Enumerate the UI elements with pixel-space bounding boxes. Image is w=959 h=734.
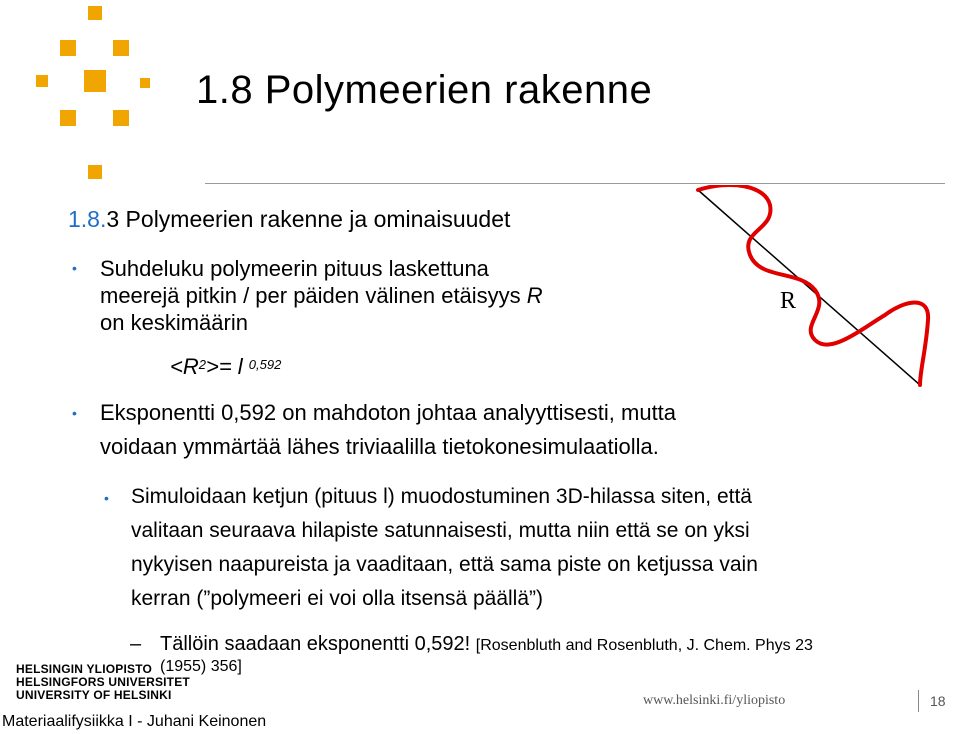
bullet1-text: [100, 255, 543, 336]
bullet1-line3: on keskimäärin: [100, 310, 248, 335]
bullet3-line3: nykyisen naapureista ja vaaditaan, että sama piste on ketjussa vain: [131, 553, 758, 576]
formula: $<R^2>= l$ $^{0,592}$: [170, 354, 282, 379]
subtitle-text: 3 Polymeerien rakenne ja ominaisuudet: [106, 206, 511, 232]
bullet-dot: •: [72, 260, 77, 276]
bullet3-line4: kerran (”polymeeri ei voi olla itsensä päällä”): [131, 587, 544, 610]
bullet3-text: [131, 480, 758, 616]
bullet-dot: •: [104, 490, 109, 506]
dash-marker: –: [130, 633, 142, 655]
bullet1-line2: meerejä pitkin / per päiden välinen etäisyys R: [100, 283, 543, 308]
polymer-chain-diagram: [690, 185, 950, 390]
bullet3-line2: valitaan seuraava hilapiste satunnaisesti, mutta niin että se on yksi: [131, 519, 750, 542]
polymer-chain-curve: [698, 185, 928, 385]
diagram-label-r: R: [780, 288, 797, 314]
dash-text: Tällöin saadaan eksponentti 0,592! [Rosenbluth and Rosenbluth, J. Chem. Phys 23: [160, 633, 813, 655]
end-to-end-vector: [698, 190, 920, 385]
bullet2-line1: Eksponentti 0,592 on mahdoton johtaa analyyttisesti, mutta: [100, 400, 677, 425]
slide-title: 1.8 Polymeerien rakenne: [196, 68, 653, 112]
bullet3-line1: Simuloidaan ketjun (pituus l) muodostuminen 3D-hilassa siten, että: [131, 485, 752, 508]
bullet2-text: [100, 396, 676, 464]
page-number: 18: [930, 693, 946, 709]
bullet2-line2: voidaan ymmärtää lähes triviaalilla tietokonesimulaatiolla.: [100, 434, 659, 459]
footer-author: Materiaalifysiikka I - Juhani Keinonen: [2, 713, 267, 730]
footer-url[interactable]: www.helsinki.fi/yliopisto: [643, 693, 786, 708]
reference-line2: (1955) 356]: [160, 658, 242, 675]
bullet-dot: •: [72, 405, 77, 421]
title-divider: [205, 183, 945, 184]
university-name: HELSINGIN YLIOPISTO HELSINGFORS UNIVERSITET UNIVERSITY OF HELSINKI: [16, 662, 190, 702]
section-subtitle: [68, 206, 510, 233]
footer-divider: [918, 690, 919, 712]
subtitle-number: 1.8.: [68, 206, 107, 232]
bullet1-line1: Suhdeluku polymeerin pituus laskettuna: [100, 256, 489, 281]
